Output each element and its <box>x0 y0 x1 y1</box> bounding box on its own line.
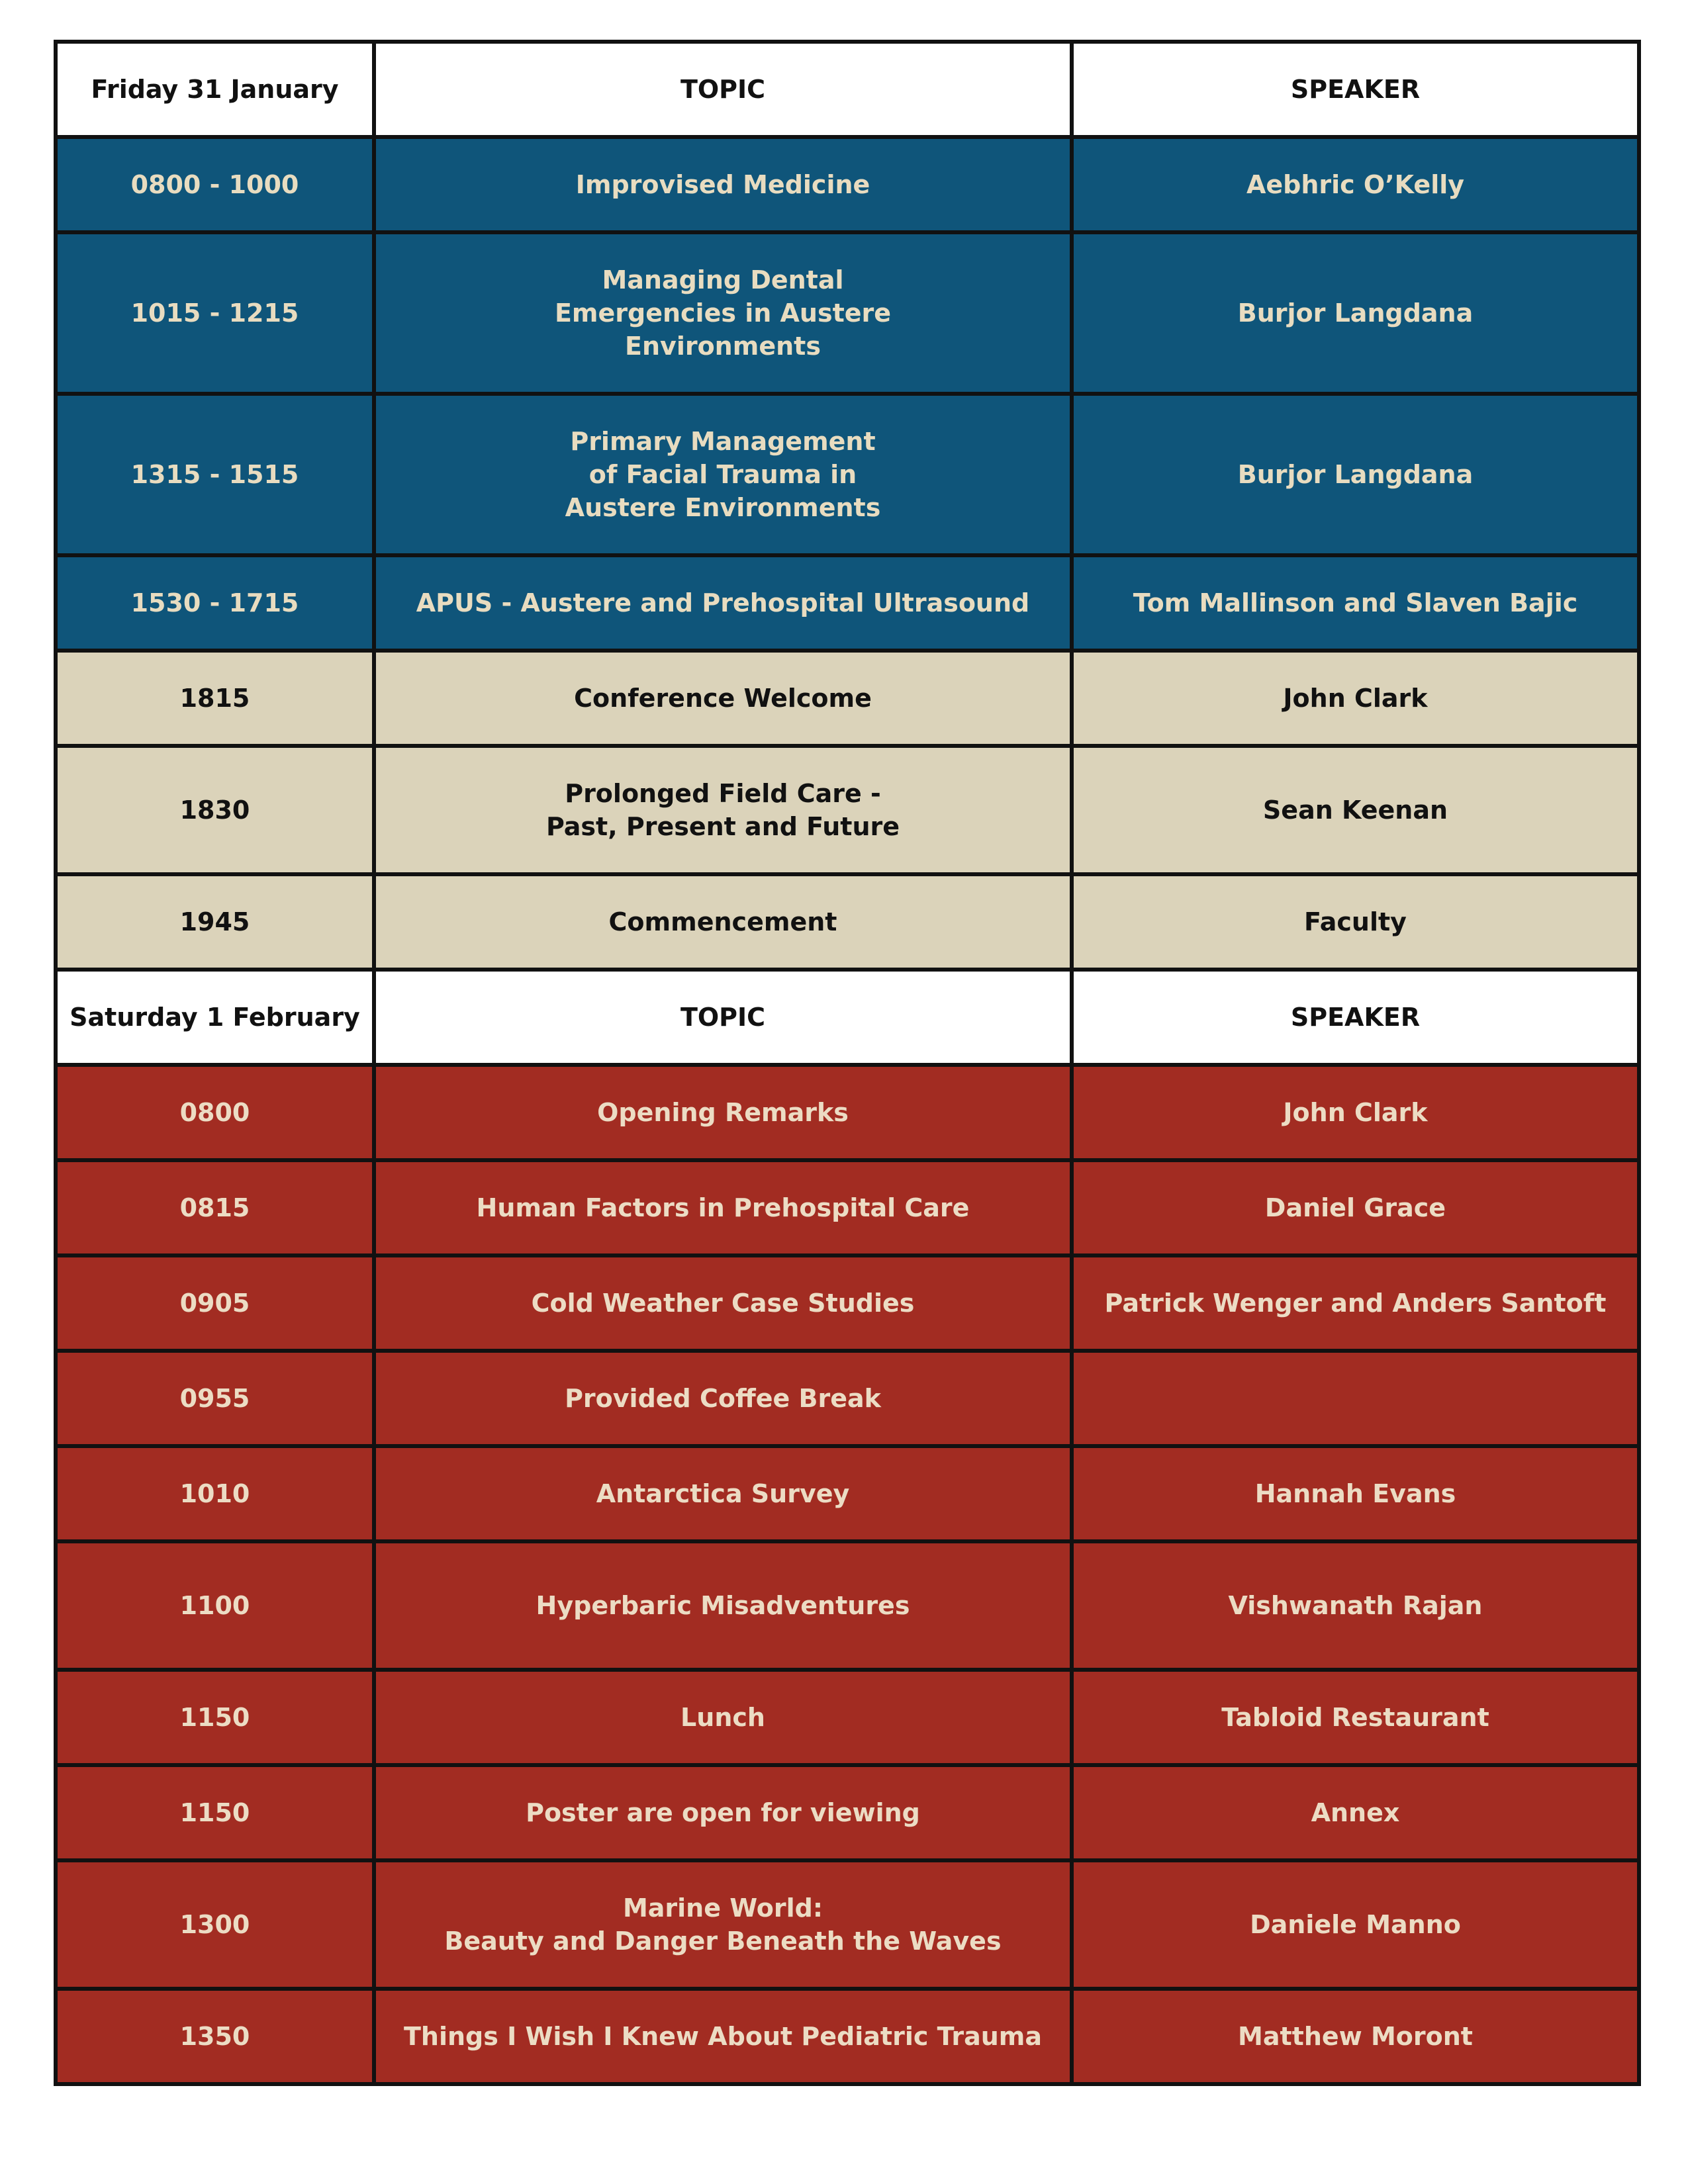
session-row <box>56 1860 1639 1989</box>
session-time: 0815 <box>56 1160 374 1255</box>
session-speaker: Daniele Manno <box>1072 1860 1639 1989</box>
session-speaker: Tabloid Restaurant <box>1072 1670 1639 1765</box>
session-speaker: Tom Mallinson and Slaven Bajic <box>1072 555 1639 651</box>
session-speaker <box>1072 1351 1639 1446</box>
session-speaker: Faculty <box>1072 874 1639 970</box>
session-row <box>56 1670 1639 1765</box>
session-row <box>56 1446 1639 1541</box>
session-time: 1945 <box>56 874 374 970</box>
session-topic: Opening Remarks <box>374 1065 1072 1160</box>
session-time: 1150 <box>56 1765 374 1860</box>
day-heading: Friday 31 January <box>56 42 374 137</box>
speaker-column-heading: SPEAKER <box>1072 970 1639 1065</box>
session-time: 1315 - 1515 <box>56 394 374 555</box>
session-time: 1010 <box>56 1446 374 1541</box>
session-speaker: Patrick Wenger and Anders Santoft <box>1072 1255 1639 1351</box>
topic-column-heading: TOPIC <box>374 970 1072 1065</box>
session-topic: Hyperbaric Misadventures <box>374 1541 1072 1670</box>
session-time: 1815 <box>56 651 374 746</box>
session-row <box>56 1541 1639 1670</box>
session-topic: APUS - Austere and Prehospital Ultrasound <box>374 555 1072 651</box>
session-topic: Things I Wish I Knew About Pediatric Trauma <box>374 1989 1072 2084</box>
session-topic: Marine World: Beauty and Danger Beneath the Waves <box>374 1860 1072 1989</box>
session-topic: Poster are open for viewing <box>374 1765 1072 1860</box>
session-time: 0800 - 1000 <box>56 137 374 232</box>
session-speaker: Sean Keenan <box>1072 746 1639 874</box>
session-time: 0800 <box>56 1065 374 1160</box>
session-speaker: Aebhric O’Kelly <box>1072 137 1639 232</box>
session-topic: Prolonged Field Care - Past, Present and Future <box>374 746 1072 874</box>
session-row <box>56 555 1639 651</box>
session-time: 0905 <box>56 1255 374 1351</box>
session-topic: Improvised Medicine <box>374 137 1072 232</box>
session-speaker: John Clark <box>1072 651 1639 746</box>
session-topic: Cold Weather Case Studies <box>374 1255 1072 1351</box>
session-time: 1530 - 1715 <box>56 555 374 651</box>
friday-header-row <box>56 42 1639 137</box>
session-row <box>56 1351 1639 1446</box>
session-speaker: Matthew Moront <box>1072 1989 1639 2084</box>
session-topic: Human Factors in Prehospital Care <box>374 1160 1072 1255</box>
session-time: 1015 - 1215 <box>56 232 374 394</box>
session-row <box>56 651 1639 746</box>
session-row <box>56 232 1639 394</box>
session-topic: Lunch <box>374 1670 1072 1765</box>
session-time: 1100 <box>56 1541 374 1670</box>
session-row <box>56 1255 1639 1351</box>
session-speaker: Daniel Grace <box>1072 1160 1639 1255</box>
session-time: 1350 <box>56 1989 374 2084</box>
session-time: 1300 <box>56 1860 374 1989</box>
session-row <box>56 394 1639 555</box>
session-speaker: Vishwanath Rajan <box>1072 1541 1639 1670</box>
session-speaker: John Clark <box>1072 1065 1639 1160</box>
session-time: 1150 <box>56 1670 374 1765</box>
session-row <box>56 874 1639 970</box>
session-topic: Commencement <box>374 874 1072 970</box>
session-row <box>56 1065 1639 1160</box>
session-speaker: Burjor Langdana <box>1072 394 1639 555</box>
session-topic: Antarctica Survey <box>374 1446 1072 1541</box>
session-time: 1830 <box>56 746 374 874</box>
session-row <box>56 137 1639 232</box>
speaker-column-heading: SPEAKER <box>1072 42 1639 137</box>
session-row <box>56 1765 1639 1860</box>
session-row <box>56 746 1639 874</box>
session-speaker: Burjor Langdana <box>1072 232 1639 394</box>
day-heading: Saturday 1 February <box>56 970 374 1065</box>
topic-column-heading: TOPIC <box>374 42 1072 137</box>
session-speaker: Annex <box>1072 1765 1639 1860</box>
session-topic: Provided Coffee Break <box>374 1351 1072 1446</box>
session-row <box>56 1989 1639 2084</box>
session-speaker: Hannah Evans <box>1072 1446 1639 1541</box>
session-topic: Conference Welcome <box>374 651 1072 746</box>
saturday-header-row <box>56 970 1639 1065</box>
session-time: 0955 <box>56 1351 374 1446</box>
session-row <box>56 1160 1639 1255</box>
session-topic: Managing Dental Emergencies in Austere Environments <box>374 232 1072 394</box>
session-topic: Primary Management of Facial Trauma in Austere Environments <box>374 394 1072 555</box>
schedule-table <box>54 40 1641 2086</box>
